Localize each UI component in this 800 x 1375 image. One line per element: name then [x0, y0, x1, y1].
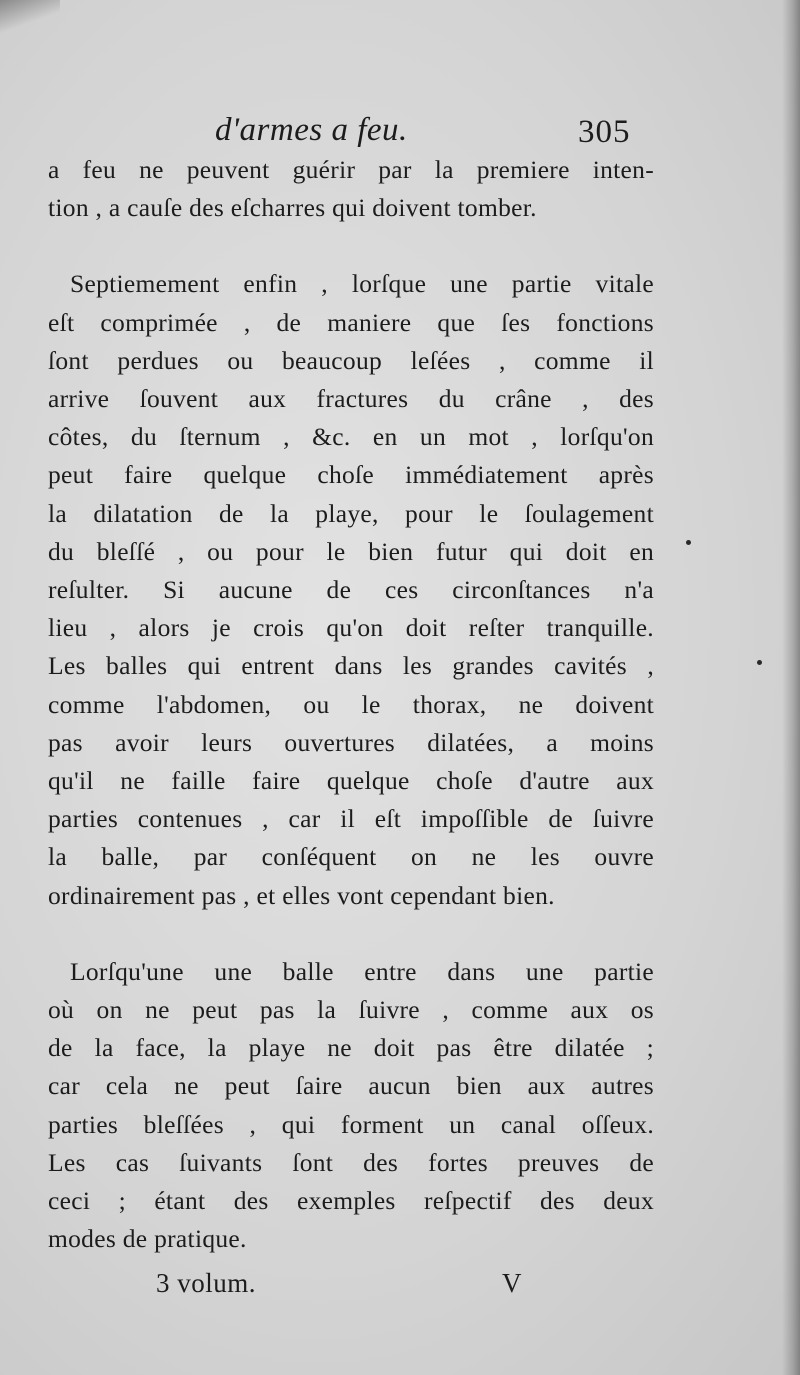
text-line: pas avoir leurs ouvertures dilatées, a moins [48, 727, 654, 757]
text-line: parties contenues , car il eſt impoſſible de ſuivre [48, 804, 654, 834]
text-line: la balle, par conſéquent on ne les ouvre [48, 842, 654, 872]
paragraph-2 [48, 265, 654, 914]
running-head: d'armes a feu. [215, 112, 408, 148]
text-line: reſulter. Si aucune de ces circonſtances n'a [48, 575, 654, 605]
text-line: où on ne peut pas la ſuivre , comme aux os [48, 995, 654, 1025]
text-line: Les cas ſuivants ſont des fortes preuves de [48, 1147, 654, 1177]
paragraph-gap [48, 915, 654, 953]
text-line: qu'il ne faille faire quelque choſe d'autre aux [48, 766, 654, 796]
text-line: de la face, la playe ne doit pas être dilatée ; [48, 1033, 654, 1063]
text-line: parties bleſſées , qui forment un canal oſſeux. [48, 1109, 654, 1139]
ink-speck [686, 540, 691, 545]
text-line: du bleſſé , ou pour le bien futur qui doit en [48, 536, 654, 566]
text-line: car cela ne peut ſaire aucun bien aux autres [48, 1071, 654, 1101]
text-line: lieu , alors je crois qu'on doit reſter tranquille. [48, 613, 654, 643]
signature-label: 3 volum. [156, 1268, 257, 1298]
paragraph-gap [48, 227, 654, 265]
page-body [48, 151, 654, 1258]
text-line: peut faire quelque choſe immédiatement après [48, 460, 654, 490]
page-number: 305 [578, 114, 631, 150]
text-line: tion , a cauſe des eſcharres qui doivent tomber. [48, 193, 537, 223]
signature-mark: V [502, 1268, 522, 1298]
text-line: la dilatation de la playe, pour le ſoulagement [48, 498, 654, 528]
text-line: ſont perdues ou beaucoup leſées , comme il [48, 345, 654, 375]
text-line: a feu ne peuvent guérir par la premiere inten- [48, 155, 654, 184]
text-line: ceci ; étant des exemples reſpectif des deux [48, 1186, 654, 1216]
ink-speck [757, 660, 762, 665]
text-line: ordinairement pas , et elles vont cependant bien. [48, 880, 555, 910]
text-line: comme l'abdomen, ou le thorax, ne doivent [48, 689, 654, 719]
text-line: Lorſqu'une une balle entre dans une partie [70, 956, 654, 986]
text-line: modes de pratique. [48, 1224, 247, 1254]
text-line: Septiemement enfin , lorſque une partie vitale [70, 269, 654, 299]
page-corner-shadow [0, 0, 60, 40]
text-line: arrive ſouvent aux fractures du crâne , des [48, 384, 654, 414]
text-line: eſt comprimée , de maniere que ſes fonctions [48, 307, 654, 337]
text-line: Les balles qui entrent dans les grandes cavités , [48, 651, 654, 681]
page-edge-shadow [782, 0, 800, 1375]
text-line: côtes, du ſternum , &c. en un mot , lorſqu'on [48, 422, 654, 452]
page-footer [0, 1268, 800, 1308]
paragraph-3 [48, 953, 654, 1259]
paragraph-1 [48, 151, 654, 227]
